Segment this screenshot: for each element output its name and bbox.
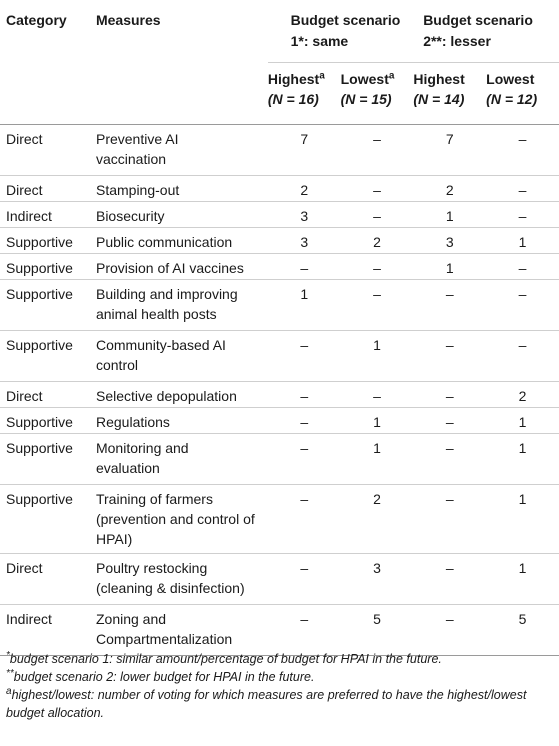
header-s1-highest-sup: a [319, 69, 325, 81]
s1-highest-cell: 7 [300, 130, 309, 147]
s1-lowest-cell: – [373, 207, 381, 224]
s1-highest-cell: 3 [300, 233, 309, 250]
table-row [0, 407, 559, 433]
header-scenario-2 [413, 0, 559, 62]
s1-highest-cell: 3 [300, 207, 309, 224]
s1-lowest-cell: 2 [373, 233, 381, 250]
s2-highest-cell: 2 [445, 181, 454, 198]
measure-line: Selective depopulation [95, 387, 237, 404]
measure-cell [92, 253, 268, 279]
table-row [0, 381, 559, 407]
table-row [0, 253, 559, 279]
measure-cell [92, 124, 268, 175]
measure-cell [92, 407, 268, 433]
s2-highest-cell: – [445, 387, 454, 404]
s1-highest-cell: – [300, 610, 309, 627]
header-s1-lowest-n: (N = 15) [340, 90, 392, 107]
s1-lowest-cell: – [373, 285, 381, 302]
footnote-1-text: budget scenario 1: similar amount/percentage of budget for HPAI in the future. [9, 652, 442, 666]
header-s1-lowest [341, 62, 414, 124]
footnote-1-mark: * [6, 649, 10, 661]
measure-line: Poultry restocking [95, 559, 208, 576]
category-cell: Supportive [6, 259, 73, 276]
s2-lowest-cell: 1 [518, 413, 527, 430]
measure-line: Provision of AI vaccines [95, 259, 244, 276]
measure-line: control [95, 356, 139, 373]
s2-highest-cell: 3 [445, 233, 454, 250]
category-cell: Supportive [6, 413, 73, 430]
s1-highest-cell: – [300, 559, 309, 576]
measure-line: animal health posts [95, 305, 217, 322]
s2-highest-cell: 1 [445, 207, 454, 224]
s2-lowest-cell: 2 [518, 387, 527, 404]
s2-lowest-cell: 5 [518, 610, 527, 627]
measure-line: Building and improving [95, 285, 238, 302]
s1-highest-cell: 1 [300, 285, 309, 302]
measure-line: Zoning and [95, 610, 167, 627]
header-s1-highest-label: Highest [267, 70, 320, 87]
header-s1-lowest-sup: a [388, 69, 395, 81]
s2-lowest-cell: 1 [518, 490, 527, 507]
measure-cell [92, 484, 268, 553]
header-scenario-1-label: Budget scenario 1*: same [290, 12, 401, 49]
measure-cell [92, 604, 268, 655]
table-row [0, 227, 559, 253]
s2-highest-cell: – [445, 490, 454, 507]
s1-highest-cell: – [300, 336, 309, 353]
s1-highest-cell: – [300, 413, 309, 430]
measure-cell [92, 227, 268, 253]
s1-highest-cell: – [300, 387, 309, 404]
footnote-3-text: highest/lowest: number of voting for which measures are preferred to have the highest/lowest budget allocation. [6, 688, 527, 720]
s2-highest-cell: 7 [445, 130, 454, 147]
category-cell: Supportive [6, 336, 73, 353]
s1-highest-cell: – [300, 259, 309, 276]
s1-lowest-cell: – [373, 130, 381, 147]
header-s1-highest [268, 62, 341, 124]
footnote-2-text: budget scenario 2: lower budget for HPAI in the future. [13, 670, 315, 684]
s2-highest-cell: 1 [445, 259, 454, 276]
measure-line: Training of farmers [95, 490, 213, 507]
measure-line: Community-based AI [95, 336, 226, 353]
measure-line: Monitoring and [95, 439, 189, 456]
header-s2-lowest-n: (N = 12) [486, 90, 538, 107]
s1-highest-cell: – [300, 439, 309, 456]
category-cell: Indirect [6, 610, 52, 627]
footnote-2-mark: ** [6, 667, 14, 679]
header-scenario-2-label: Budget scenario 2**: lesser [423, 12, 533, 49]
measure-line: (prevention and control of [95, 510, 255, 527]
table-row [0, 124, 559, 175]
table-row [0, 330, 559, 381]
category-cell: Direct [6, 559, 43, 576]
s1-lowest-cell: 1 [373, 413, 381, 430]
measure-cell [92, 201, 268, 227]
footnote-2 [6, 668, 554, 686]
table-row [0, 279, 559, 330]
table-row [0, 553, 559, 604]
table-row [0, 604, 559, 655]
measure-line: Preventive AI [95, 130, 179, 147]
s2-highest-cell: – [445, 559, 454, 576]
category-cell: Indirect [6, 207, 52, 224]
header-s1-highest-n: (N = 16) [267, 90, 319, 107]
footnote-3-mark: a [6, 685, 12, 697]
header-s2-highest [413, 62, 486, 124]
s2-highest-cell: – [445, 285, 454, 302]
s2-lowest-cell: – [518, 207, 527, 224]
table-row [0, 433, 559, 484]
category-cell: Supportive [6, 490, 73, 507]
measure-cell [92, 553, 268, 604]
header-measures: Measures [95, 12, 161, 28]
measure-line: Public communication [95, 233, 233, 250]
s2-lowest-cell: – [518, 336, 527, 353]
measure-line: Regulations [95, 413, 170, 430]
s2-lowest-cell: – [518, 259, 527, 276]
category-cell: Supportive [6, 233, 73, 250]
header-s1-lowest-label: Lowest [340, 70, 389, 87]
s2-highest-cell: – [445, 610, 454, 627]
s1-lowest-cell: 1 [373, 439, 381, 456]
measure-cell [92, 279, 268, 330]
s1-lowest-cell: – [373, 259, 381, 276]
category-cell: Supportive [6, 439, 73, 456]
header-s2-highest-label: Highest [413, 70, 465, 87]
s2-lowest-cell: – [518, 181, 527, 198]
s1-lowest-cell: 5 [373, 610, 381, 627]
header-s2-lowest [486, 62, 559, 124]
header-s2-highest-n: (N = 14) [413, 90, 465, 107]
footnotes [6, 650, 554, 722]
measure-cell [92, 381, 268, 407]
measure-cell [92, 175, 268, 201]
s2-highest-cell: – [445, 336, 454, 353]
s1-lowest-cell: – [373, 181, 381, 198]
s1-lowest-cell: 3 [373, 559, 381, 576]
s1-lowest-cell: 2 [373, 490, 381, 507]
measure-line: evaluation [95, 459, 160, 476]
header-category: Category [6, 12, 67, 28]
measure-line: vaccination [95, 150, 167, 167]
s1-highest-cell: – [300, 490, 309, 507]
header-scenario-1 [268, 0, 414, 62]
s1-lowest-cell: – [373, 387, 381, 404]
measure-line: HPAI) [95, 530, 133, 547]
category-cell: Direct [6, 130, 43, 147]
measure-line: Stamping-out [95, 181, 180, 198]
s1-lowest-cell: 1 [373, 336, 381, 353]
s2-lowest-cell: 1 [518, 233, 527, 250]
s2-highest-cell: – [445, 439, 454, 456]
measure-line: (cleaning & disinfection) [95, 579, 245, 596]
measure-line: Biosecurity [95, 207, 165, 224]
s2-highest-cell: – [445, 413, 454, 430]
s2-lowest-cell: 1 [518, 439, 527, 456]
category-cell: Direct [6, 181, 43, 198]
table-row [0, 484, 559, 553]
measure-cell [92, 330, 268, 381]
header-s2-lowest-label: Lowest [486, 70, 535, 87]
s1-highest-cell: 2 [300, 181, 309, 198]
category-cell: Supportive [6, 285, 73, 302]
measure-cell [92, 433, 268, 484]
table-body [0, 124, 559, 656]
footnote-3 [6, 686, 554, 722]
s2-lowest-cell: 1 [518, 559, 527, 576]
measure-line: Compartmentalization [95, 630, 233, 647]
table-row [0, 201, 559, 227]
s2-lowest-cell: – [518, 285, 527, 302]
table-row [0, 175, 559, 201]
s2-lowest-cell: – [518, 130, 527, 147]
category-cell: Direct [6, 387, 43, 404]
footnote-1 [6, 650, 554, 668]
